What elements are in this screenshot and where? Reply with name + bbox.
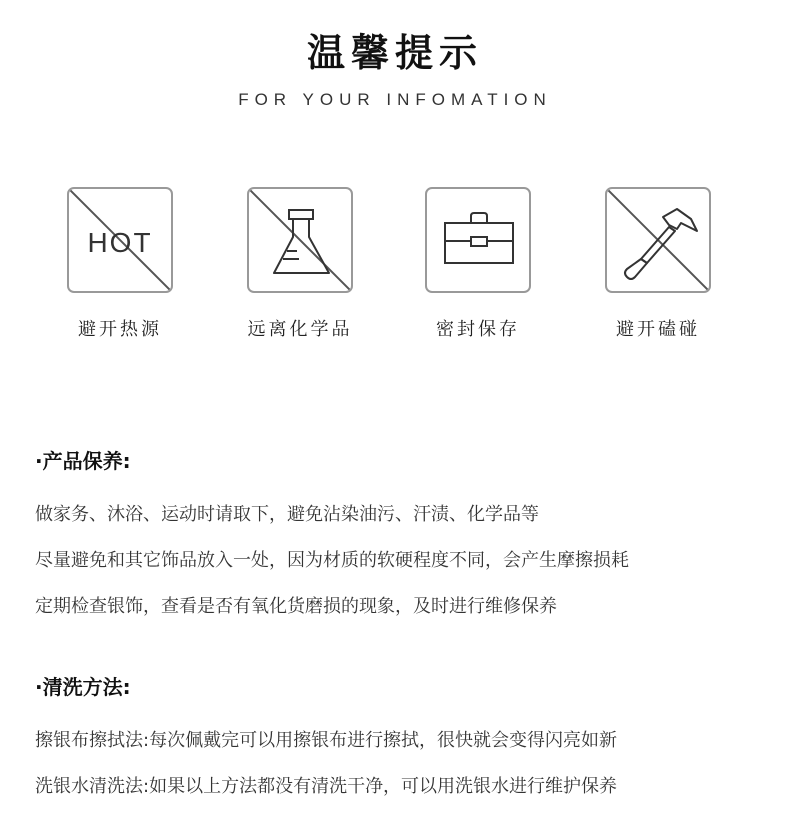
page-title: 温馨提示 <box>306 31 483 75</box>
hot-icon-text: HOT <box>87 227 153 258</box>
icon-label-chemicals: 远离化学品 <box>247 319 353 340</box>
care-section <box>35 446 765 630</box>
cleaning-line: 擦银布擦拭法:每次佩戴完可以用擦银布进行擦拭，很快就会变得闪亮如新 <box>35 730 618 751</box>
care-section-title: ·产品保养: <box>35 449 131 473</box>
cleaning-line: 洗银水清洗法:如果以上方法都没有清洗干净，可以用洗银水进行维护保养 <box>35 776 618 797</box>
care-line: 尽量避免和其它饰品放入一处，因为材质的软硬程度不同，会产生摩擦损耗 <box>35 550 629 571</box>
warning-icons-row <box>0 187 790 357</box>
icon-label-sealed: 密封保存 <box>436 319 520 340</box>
icon-label-avoid-heat: 避开热源 <box>78 319 162 340</box>
care-line: 做家务、沐浴、运动时请取下，避免沾染油污、汗渍、化学品等 <box>35 504 539 525</box>
icon-label-avoid-impact: 避开磕碰 <box>616 319 700 340</box>
toolbox-icon <box>425 187 531 293</box>
care-line: 定期检查银饰，查看是否有氧化货磨损的现象，及时进行维修保养 <box>35 596 557 617</box>
flask-icon <box>247 187 353 293</box>
cleaning-section <box>35 672 765 810</box>
icon-item-sealed <box>408 187 548 341</box>
icon-item-chemicals <box>230 187 370 341</box>
hot-icon <box>67 187 173 293</box>
page-subtitle: FOR YOUR INFOMATION <box>238 90 552 109</box>
icon-item-avoid-heat <box>50 187 190 341</box>
cleaning-section-title: ·清洗方法: <box>35 675 131 699</box>
icon-item-avoid-impact <box>588 187 728 341</box>
hammer-icon <box>605 187 711 293</box>
